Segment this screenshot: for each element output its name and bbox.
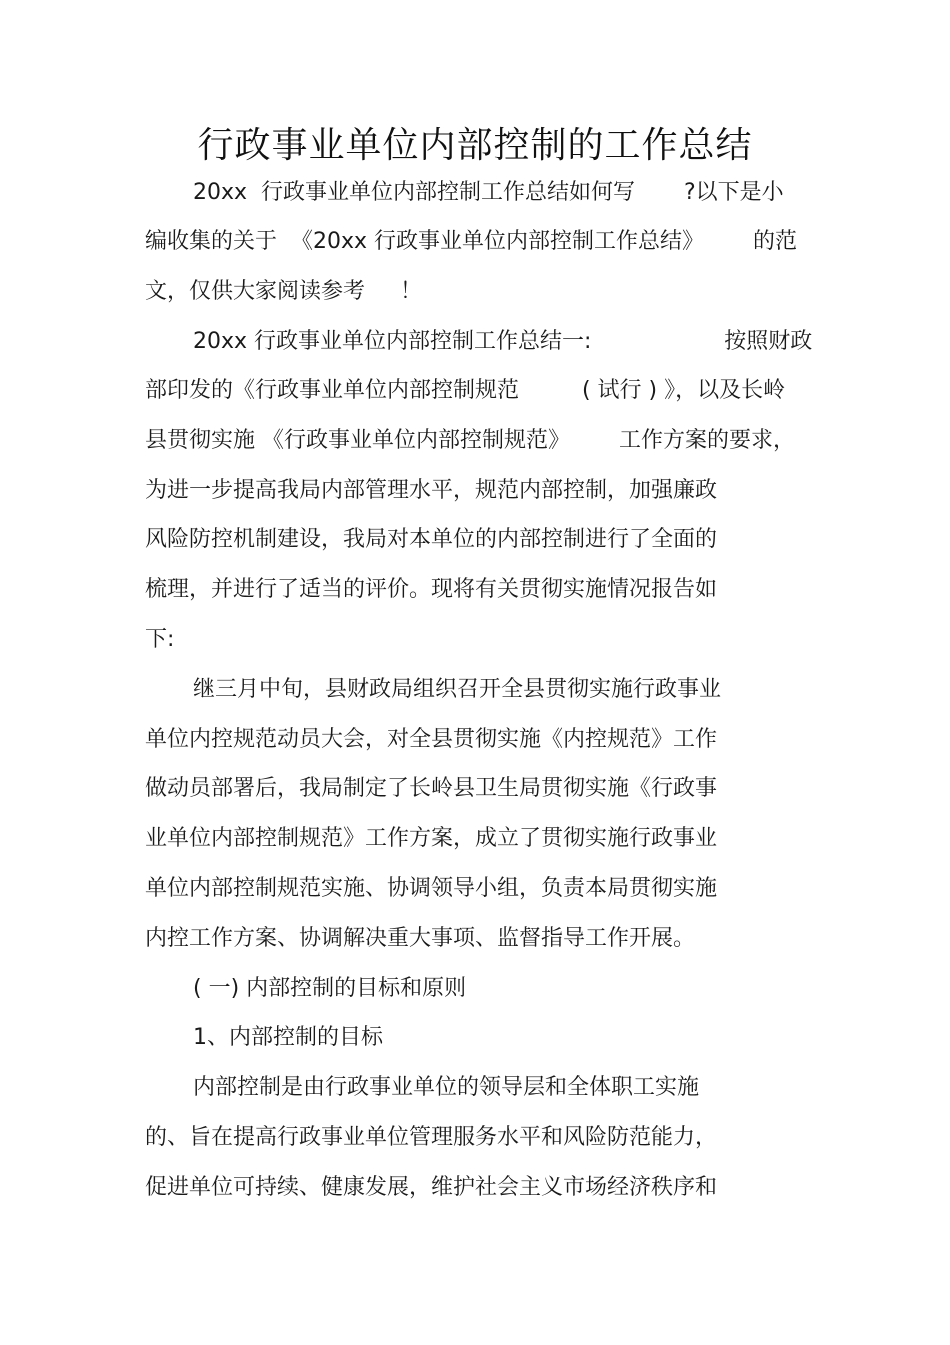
text-line: 县贯彻实施 《行政事业单位内部控制规范》 工作方案的要求， [145,428,795,453]
text-line: 20xx 行政事业单位内部控制工作总结如何写 ?以下是小 [193,180,784,205]
text-line: 内部控制是由行政事业单位的领导层和全体职工实施 [193,1075,700,1100]
text-line: 下: [145,627,175,652]
subsection-heading: 1、内部控制的目标 [193,1025,383,1050]
text-line: 促进单位可持续、健康发展，维护社会主义市场经济秩序和 [145,1175,718,1200]
text-line: 文，仅供大家阅读参考 ！ [145,279,422,304]
text-line: 单位内控规范动员大会，对全县贯彻实施《内控规范》工作 [145,727,718,752]
text-line: 风险防控机制建设，我局对本单位的内部控制进行了全面的 [145,527,718,552]
text-line: 业单位内部控制规范》工作方案，成立了贯彻实施行政事业 [145,826,718,851]
text-line: 继三月中旬，县财政局组织召开全县贯彻实施行政事业 [193,677,722,702]
text-line: 做动员部署后，我局制定了长岭县卫生局贯彻实施《行政事 [145,776,718,801]
text-line: 部印发的《行政事业单位内部控制规范 ( 试行 ) 》，以及长岭 [145,378,786,403]
text-line: 单位内部控制规范实施、协调领导小组，负责本局贯彻实施 [145,876,718,901]
text-line: 为进一步提高我局内部管理水平，规范内部控制，加强廉政 [145,478,718,503]
text-line: 的、旨在提高行政事业单位管理服务水平和风险防范能力， [145,1125,718,1150]
text-line: 编收集的关于 《20xx 行政事业单位内部控制工作总结》 的范 [145,229,797,254]
text-line: 20xx 行政事业单位内部控制工作总结一: 按照财政 [193,329,813,354]
text-line: 内控工作方案、协调解决重大事项、监督指导工作开展。 [145,926,696,951]
document-title: 行政事业单位内部控制的工作总结 [197,125,753,166]
section-heading: ( 一) 内部控制的目标和原则 [193,976,467,1001]
text-line: 梳理，并进行了适当的评价。现将有关贯彻实施情况报告如 [145,577,718,602]
